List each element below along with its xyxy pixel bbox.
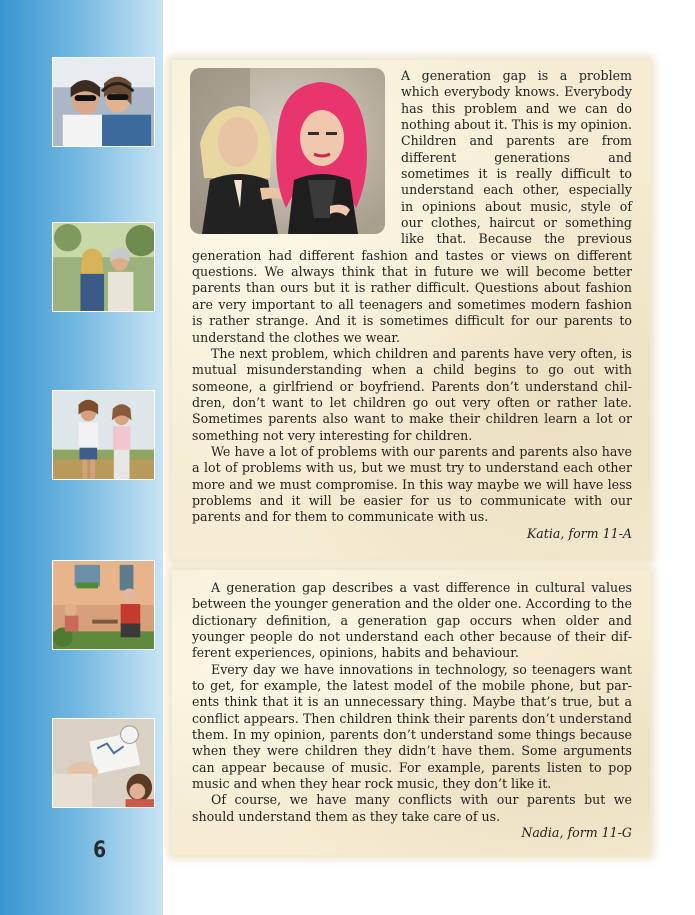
essay-katia-paragraph-3: We have a lot of problems with our parents and parents also have a lot of problems with us, but we must try to understand each other more and we must compromise. In this way maybe we will have less problems and it will be easier for us to communicate with our parents and for them to communicate with us. <box>192 443 632 525</box>
sidebar-photo-family-terrace <box>52 560 155 650</box>
essay-katia-text <box>192 68 632 526</box>
sidebar-photo-girls-walking <box>52 390 155 480</box>
essay-katia-paragraph-1: A generation gap is a problem which everybody knows. Everybody has this problem and we can do nothing about it. This is my opinion. Children and parents are from different generations and sometimes it is really difficult to understand each other, especially in opinions about music, style of our clothes, haircut or something like that. Because the previous generation had different fashion and tastes or views on different questions. We always think that in future we will become better parents than ours but it is rather difficult. Questions about fashion are very important to all teenagers and sometimes modern fashion is rather strange. And it is sometimes difficult for our parents to understand the clothes we wear. <box>192 68 632 345</box>
essay-nadia-text <box>192 580 632 825</box>
essay-nadia-signature: Nadia, form 11-G <box>521 825 632 841</box>
essay-nadia-paragraph-2: Every day we have innovations in technology, so teenagers want to get, for example, the latest model of the mobile phone, but parents think that it is an unnecessary thing. Maybe that’s true, but a conflict appears. Then children think their parents don’t understand them. In my opinion, parents don’t understand some things because when they were children they didn’t have them. Some arguments can appear because of music. For example, parents listen to pop music and when they hear rock music, they don’t like it. <box>192 661 632 792</box>
essay-nadia-paragraph-3: Of course, we have many conflicts with our parents but we should understand them as they take care of us. <box>192 792 632 824</box>
photo-mother-and-pink-haired-daughter <box>190 68 385 234</box>
essay-katia-paragraph-2: The next problem, which children and parents have very often, is mutual misunderstanding when a child begins to go out with someone, a girlfriend or boyfriend. Parents don’t understand children, don’t want to let children go out very often or rather late. Sometimes parents also want to make their children learn a lot or something not very interesting for children. <box>192 345 632 443</box>
essay-card-nadia <box>172 570 650 855</box>
sidebar-photo-mother-daughter <box>52 222 155 312</box>
sidebar-photo-child-drawing <box>52 718 155 808</box>
essay-card-katia <box>172 60 650 560</box>
essay-nadia-paragraph-1: A generation gap describes a vast difference in cultural values between the younger generation and the older one. According to the dictionary definition, a generation gap occurs when older and younger people do not understand each other because of their different experiences, opinions, habits and behaviour. <box>192 580 632 661</box>
page-number: 6 <box>93 838 107 863</box>
essay-katia-signature: Katia, form 11-A <box>526 525 632 541</box>
sidebar-photo-teens <box>52 57 155 147</box>
